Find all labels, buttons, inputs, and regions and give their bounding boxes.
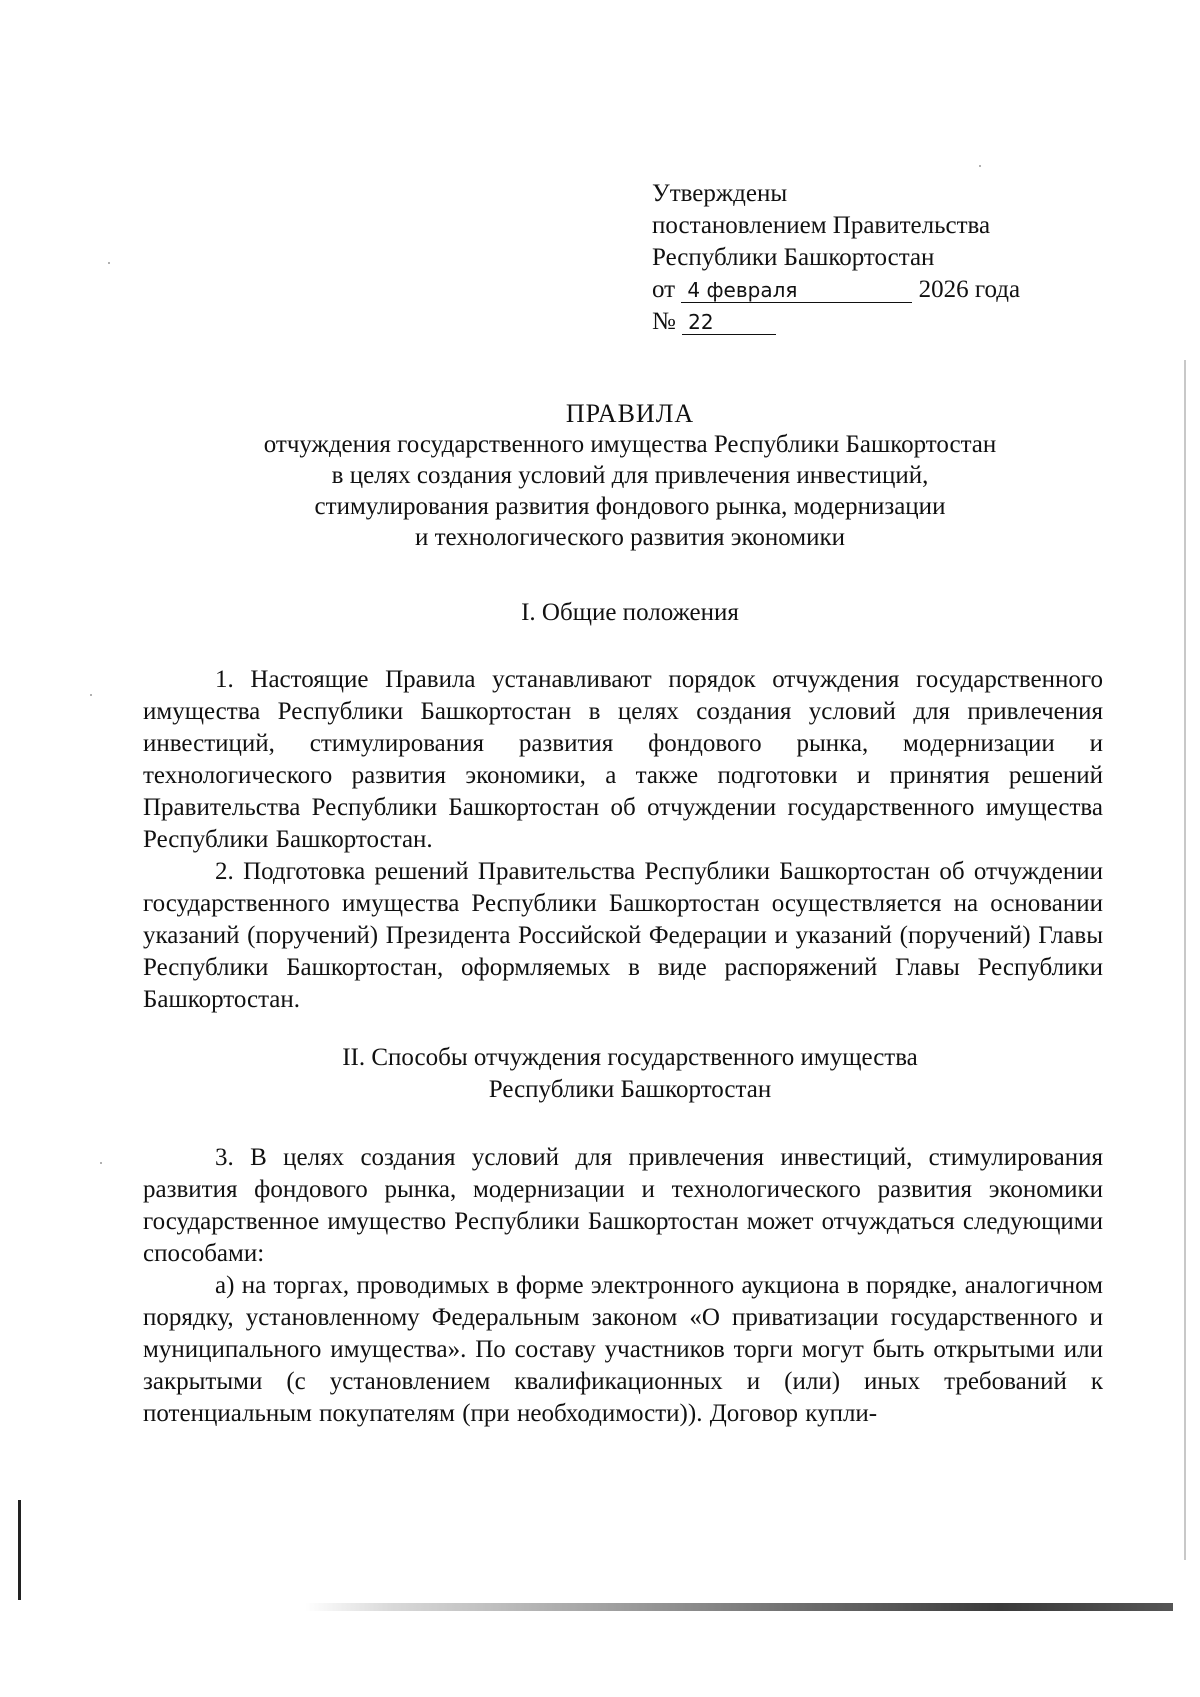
section-2-heading <box>130 1042 1130 1106</box>
approval-number-line <box>652 306 1092 338</box>
scan-edge-artifact <box>1184 360 1186 1560</box>
section-2-heading-line-1: II. Способы отчуждения государственного имущества <box>342 1044 918 1071</box>
document-title <box>130 398 1130 553</box>
title-line-2: в целях создания условий для привлечения инвестиций, <box>331 462 929 489</box>
approval-number-prefix: № <box>652 308 676 335</box>
title-line-1: отчуждения государственного имущества Республики Башкортостан <box>263 431 997 458</box>
approval-date-handwritten: 4 февраля <box>681 278 912 303</box>
approval-line-1: Утверждены <box>652 180 788 207</box>
scan-speck <box>979 165 981 167</box>
approval-date-prefix: от <box>652 276 676 303</box>
paragraph-1: 1. Настоящие Правила устанавливают порядок отчуждения государственного имущества Республики Башкортостан в целях создания условий для привлечения инвестиций, стимулирования развития фондового рынка, модернизации и технологического развития экономики, а также подготовки и принятия решений Правительства Республики Башкортостан об отчуждении государственного имущества Республики Башкортостан. <box>143 666 1103 853</box>
approval-number-handwritten: 22 <box>682 310 776 335</box>
scan-bottom-artifact <box>305 1603 1173 1611</box>
title-main: ПРАВИЛА <box>565 399 695 428</box>
paragraph-3a: а) на торгах, проводимых в форме электронного аукциона в порядке, аналогичном порядку, установленному Федеральным законом «О приватизации государственного и муниципального имущества». По составу участников торги могут быть открытыми или закрытыми (с установлением квалификационных и (или) иных требований к потенциальным покупателям (при необходимости)). Договор купли- <box>143 1272 1103 1427</box>
approval-line-3: Республики Башкортостан <box>652 244 935 271</box>
paragraph-2: 2. Подготовка решений Правительства Республики Башкортостан об отчуждении государственного имущества Республики Башкортостан осуществляется на основании указаний (поручений) Президента Российской Федерации и указаний (поручений) Главы Республики Башкортостан, оформляемых в виде распоряжений Главы Республики Башкортостан. <box>143 858 1103 1013</box>
scan-speck <box>108 262 110 264</box>
section-1-heading: I. Общие положения <box>521 599 739 626</box>
approval-date-line <box>652 274 1092 306</box>
scan-speck <box>100 1162 102 1164</box>
paragraph-3: 3. В целях создания условий для привлечения инвестиций, стимулирования развития фондового рынка, модернизации и технологического развития экономики государственное имущество Республики Башкортостан может отчуждаться следующими способами: <box>143 1144 1103 1267</box>
approval-block <box>652 178 1092 338</box>
title-line-4: и технологического развития экономики <box>414 524 846 551</box>
approval-line-2: постановлением Правительства <box>652 212 991 239</box>
approval-date-year: 2026 года <box>918 276 1021 303</box>
scan-speck <box>90 694 92 696</box>
title-line-3: стимулирования развития фондового рынка, модернизации <box>314 493 946 520</box>
scan-edge-artifact-left <box>18 1500 21 1600</box>
section-2-heading-line-2: Республики Башкортостан <box>488 1076 772 1103</box>
